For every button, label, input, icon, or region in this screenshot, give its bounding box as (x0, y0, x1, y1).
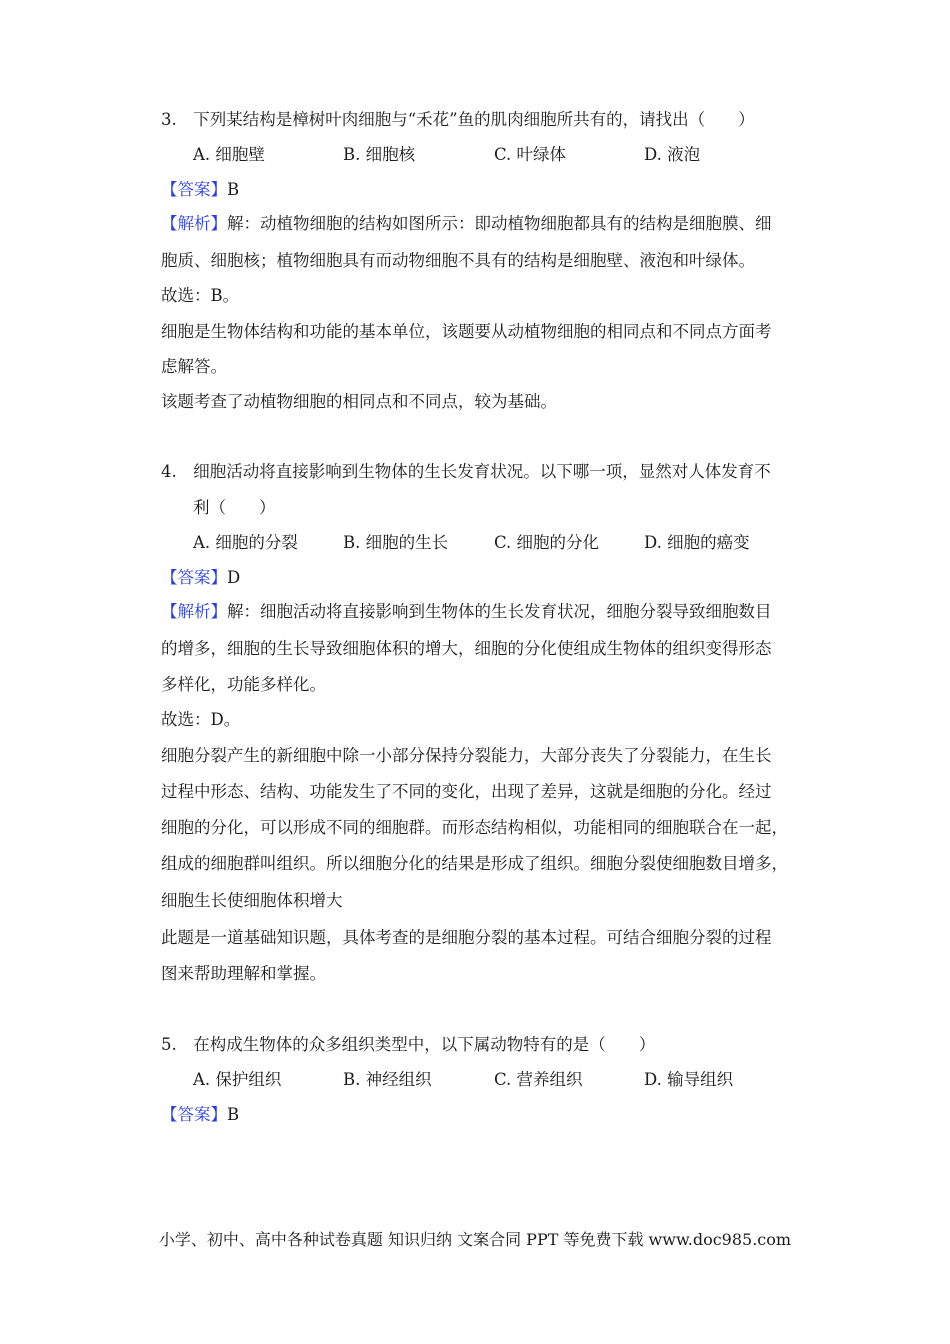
q3-option-a: A. 细胞壁 (193, 145, 265, 164)
q3-analysis-tag: 【解析】 (161, 214, 227, 233)
q4-analysis-line-1 (161, 600, 772, 624)
q3-analysis-line-2: 胞质、细胞核；植物细胞具有而动物细胞不具有的结构是细胞壁、液泡和叶绿体。 (161, 251, 755, 270)
q5-option-d: D. 输导组织 (644, 1070, 734, 1089)
q5-stem: 5. 在构成生物体的众多组织类型中，以下属动物特有的是（ ） (161, 1035, 656, 1054)
q3-answer-line (161, 178, 239, 202)
q3-analysis-line-1 (161, 212, 772, 236)
q3-answer: B (227, 180, 240, 199)
q5-option-c: C. 营养组织 (494, 1070, 583, 1089)
q4-note-3: 细胞的分化，可以形成不同的细胞群。而形态结构相似，功能相同的细胞联合在一起， (161, 818, 788, 837)
q5-option-b: B. 神经组织 (343, 1070, 432, 1089)
q3-option-c: C. 叶绿体 (494, 145, 567, 164)
q3-note-2: 虑解答。 (161, 357, 227, 376)
q4-analysis-tag: 【解析】 (161, 602, 227, 621)
q3-analysis-text-1: 解：动植物细胞的结构如图所示：即动植物细胞都具有的结构是细胞膜、细 (227, 214, 772, 233)
q3-note-3: 该题考查了动植物细胞的相同点和不同点，较为基础。 (161, 392, 557, 411)
q4-note-1: 细胞分裂产生的新细胞中除一小部分保持分裂能力，大部分丧失了分裂能力，在生长 (161, 746, 772, 765)
q3-choose: 故选：B。 (161, 286, 240, 305)
q3-note-1: 细胞是生物体结构和功能的基本单位，该题要从动植物细胞的相同点和不同点方面考 (161, 322, 772, 341)
q3-stem: 3. 下列某结构是樟树叶肉细胞与“禾花”鱼的肌肉细胞所共有的，请找出（ ） (161, 110, 755, 129)
q4-note-7: 图来帮助理解和掌握。 (161, 964, 326, 983)
q5-answer-line (161, 1103, 239, 1127)
q4-choose: 故选：D。 (161, 710, 241, 729)
q4-note-6: 此题是一道基础知识题，具体考查的是细胞分裂的基本过程。可结合细胞分裂的过程 (161, 928, 772, 947)
q5-answer-tag: 【答案】 (161, 1105, 227, 1124)
q4-answer: D (227, 568, 241, 587)
q4-option-b: B. 细胞的生长 (343, 533, 449, 552)
q4-stem-2: 利（ ） (193, 498, 276, 517)
q4-option-c: C. 细胞的分化 (494, 533, 600, 552)
q4-note-5: 细胞生长使细胞体积增大 (161, 891, 343, 910)
q4-stem-1: 4. 细胞活动将直接影响到生物体的生长发育状况。以下哪一项，显然对人体发育不 (161, 462, 771, 481)
q4-note-4: 组成的细胞群叫组织。所以细胞分化的结果是形成了组织。细胞分裂使细胞数目增多， (161, 854, 788, 873)
q4-analysis-line-2: 的增多，细胞的生长导致细胞体积的增大，细胞的分化使组成生物体的组织变得形态 (161, 639, 772, 658)
q4-analysis-text-1: 解：细胞活动将直接影响到生物体的生长发育状况，细胞分裂导致细胞数目 (227, 602, 772, 621)
q5-answer: B (227, 1105, 240, 1124)
q4-answer-line (161, 566, 240, 590)
q3-answer-tag: 【答案】 (161, 180, 227, 199)
q4-answer-tag: 【答案】 (161, 568, 227, 587)
page-footer: 小学、初中、高中各种试卷真题 知识归纳 文案合同 PPT 等免费下载 www.doc985.com (158, 1230, 792, 1249)
q4-option-d: D. 细胞的癌变 (644, 533, 750, 552)
q5-option-a: A. 保护组织 (193, 1070, 282, 1089)
q3-option-b: B. 细胞核 (343, 145, 416, 164)
q4-analysis-line-3: 多样化，功能多样化。 (161, 675, 326, 694)
q4-option-a: A. 细胞的分裂 (193, 533, 298, 552)
q3-option-d: D. 液泡 (644, 145, 701, 164)
q4-note-2: 过程中形态、结构、功能发生了不同的变化，出现了差异，这就是细胞的分化。经过 (161, 782, 772, 801)
